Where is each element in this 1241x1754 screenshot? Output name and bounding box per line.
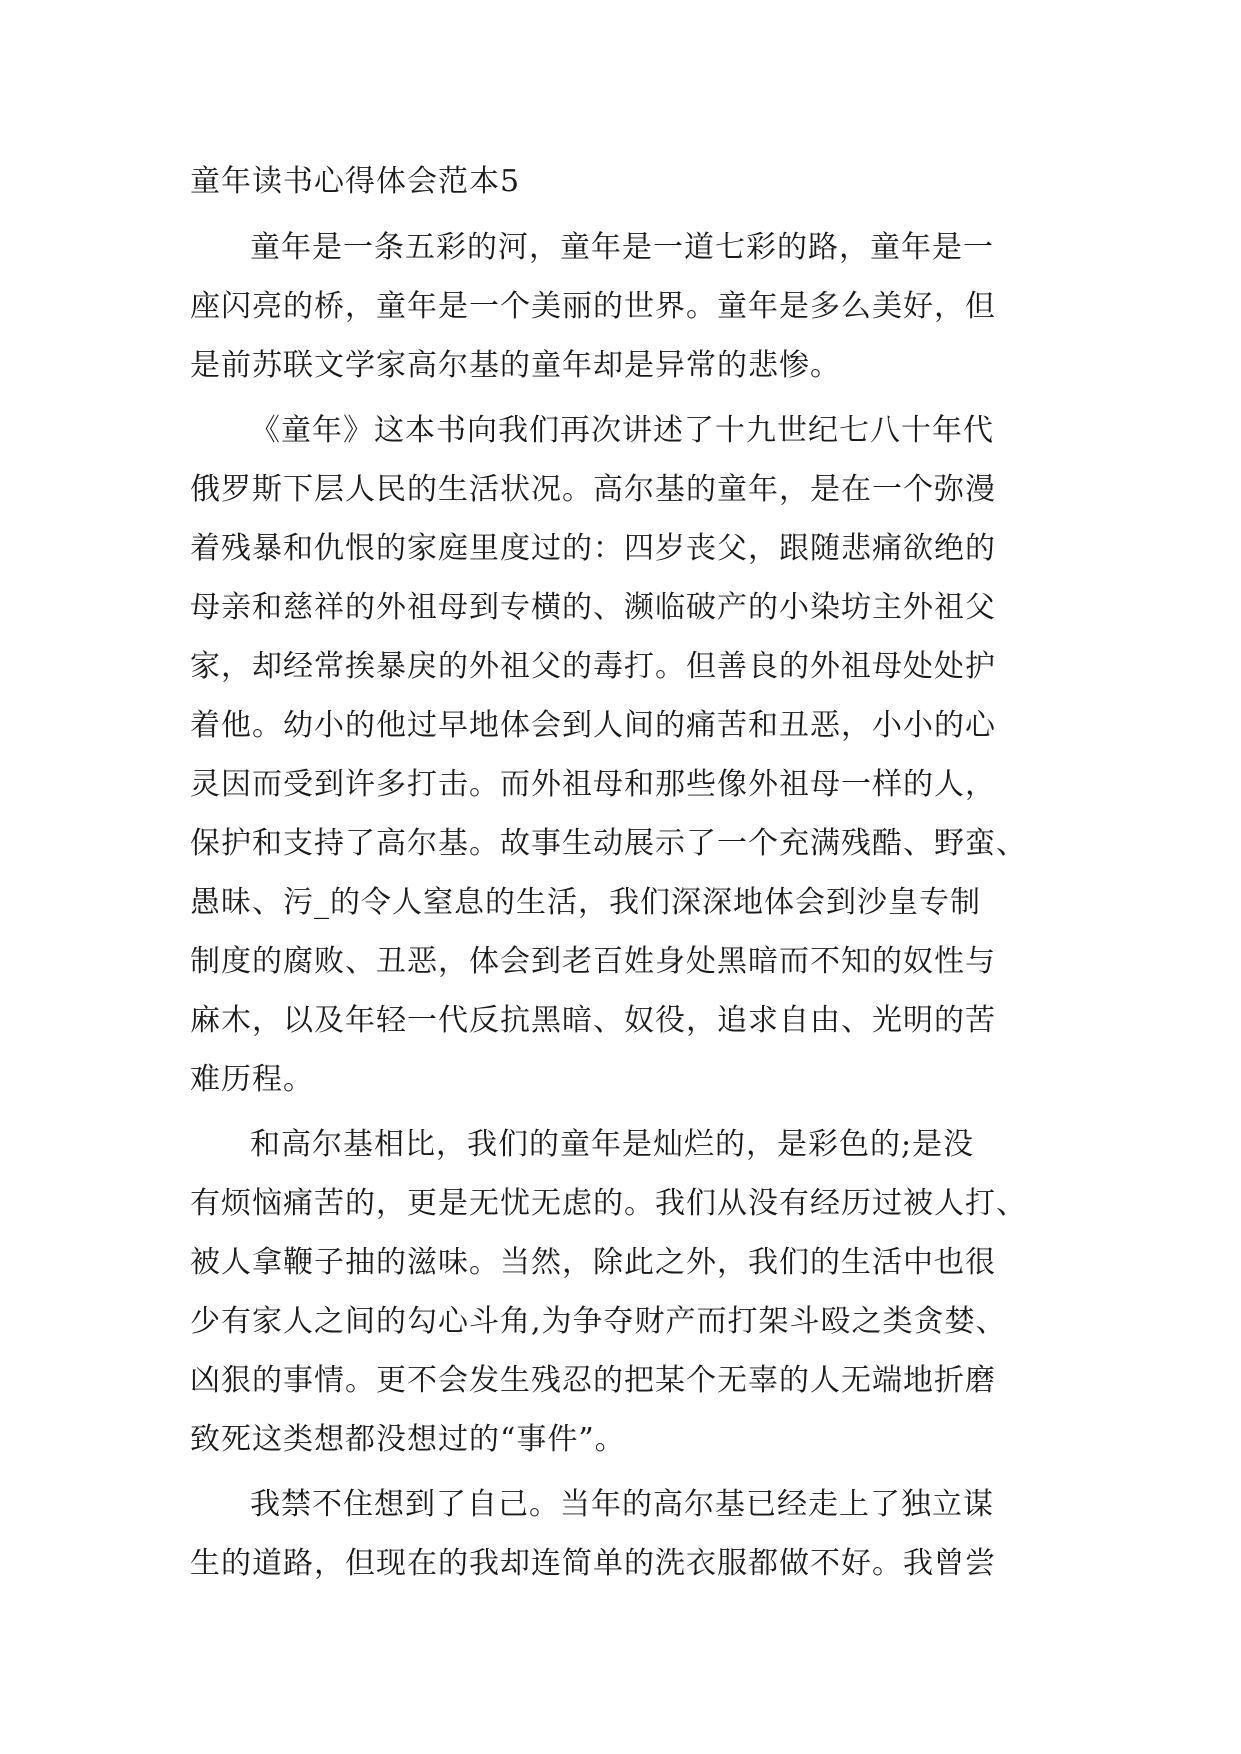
- paragraph-line: 俄罗斯下层人民的生活状况。高尔基的童年，是在一个弥漫: [190, 472, 996, 507]
- paragraph-line: 麻木，以及年轻一代反抗黑暗、奴役，追求自由、光明的苦: [190, 1003, 996, 1038]
- paragraph-line: 《童年》这本书向我们再次讲述了十九世纪七八十年代: [250, 413, 994, 448]
- paragraph-line: 致死这类想都没想过的“事件”。: [190, 1422, 626, 1457]
- paragraph-line: 凶狠的事情。更不会发生残忍的把某个无辜的人无端地折磨: [190, 1363, 996, 1398]
- paragraph-line: 家，却经常挨暴戾的外祖父的毒打。但善良的外祖母处处护: [190, 649, 996, 684]
- paragraph: [190, 401, 1060, 1109]
- document-body: [190, 160, 1060, 1599]
- paragraph-line: 有烦恼痛苦的，更是无忧无虑的。我们从没有经历过被人打、: [190, 1186, 1027, 1221]
- paragraph-line: 和高尔基相比，我们的童年是灿烂的，是彩色的;是没: [250, 1127, 975, 1162]
- paragraph-line: 着残暴和仇恨的家庭里度过的：四岁丧父，跟随悲痛欲绝的: [190, 531, 996, 566]
- paragraph-list: [190, 218, 1060, 1593]
- paragraph-line: 我禁不住想到了自己。当年的高尔基已经走上了独立谋: [250, 1487, 994, 1522]
- paragraph: [190, 218, 1060, 395]
- paragraph-line: 制度的腐败、丑恶，体会到老百姓身处黑暗而不知的奴性与: [190, 944, 996, 979]
- paragraph-line: 灵因而受到许多打击。而外祖母和那些像外祖母一样的人，: [190, 767, 996, 802]
- paragraph: [190, 1115, 1060, 1469]
- paragraph-line: 保护和支持了高尔基。故事生动展示了一个充满残酷、野蛮、: [190, 826, 1027, 861]
- paragraph-line: 是前苏联文学家高尔基的童年却是异常的悲惨。: [190, 348, 841, 383]
- paragraph-line: 生的道路，但现在的我却连简单的洗衣服都做不好。我曾尝: [190, 1546, 996, 1581]
- paragraph-line: 少有家人之间的勾心斗角,为争夺财产而打架斗殴之类贪婪、: [190, 1304, 1007, 1339]
- paragraph: [190, 1475, 1060, 1593]
- paragraph-line: 着他。幼小的他过早地体会到人间的痛苦和丑恶，小小的心: [190, 708, 996, 743]
- paragraph-line: 被人拿鞭子抽的滋味。当然，除此之外，我们的生活中也很: [190, 1245, 996, 1280]
- paragraph-line: 童年是一条五彩的河，童年是一道七彩的路，童年是一: [250, 230, 994, 265]
- paragraph-line: 愚昧、污_的令人窒息的生活，我们深深地体会到沙皇专制: [190, 885, 981, 920]
- document-title: 童年读书心得体会范本5: [190, 164, 521, 199]
- paragraph-line: 座闪亮的桥，童年是一个美丽的世界。童年是多么美好，但: [190, 289, 996, 324]
- paragraph-line: 难历程。: [190, 1062, 314, 1097]
- paragraph-line: 母亲和慈祥的外祖母到专横的、濒临破产的小染坊主外祖父: [190, 590, 996, 625]
